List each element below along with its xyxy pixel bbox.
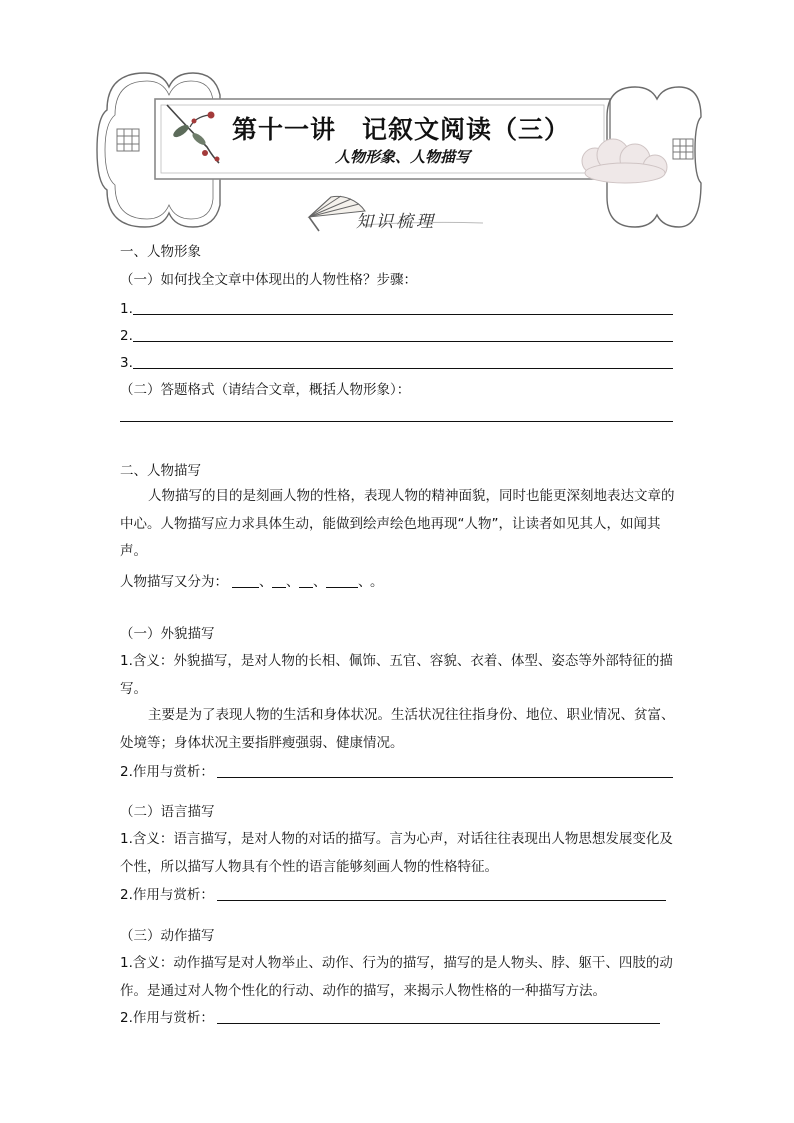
types-sep-3: 、	[313, 574, 327, 590]
part1-heading: 一、人物形象	[120, 244, 201, 260]
page-title: 第十一讲 记叙文阅读（三）	[232, 115, 571, 144]
types-sep-4: 、	[358, 574, 372, 590]
answer-format-line[interactable]	[120, 421, 673, 422]
answer-line-1[interactable]	[133, 314, 673, 315]
types-sep-1: 、	[259, 574, 273, 590]
part1-question2: （二）答题格式（请结合文章，概括人物形象）：	[120, 382, 411, 398]
answer-line-2-label: 2.	[120, 328, 133, 344]
part2-heading: 二、人物描写	[120, 463, 201, 479]
lattice-window-right	[673, 139, 693, 159]
part1-question1: （一）如何找全文章中体现出的人物性格？步骤：	[120, 272, 417, 288]
appearance-effect-line[interactable]	[217, 777, 673, 778]
appearance-definition: 1.含义：外貌描写，是对人物的长相、佩饰、五官、容貌、衣着、体型、姿态等外部特征的描写。	[120, 653, 673, 697]
type-blank-3[interactable]	[299, 587, 313, 588]
part2-intro: 人物描写的目的是刻画人物的性格，表现人物的精神面貌，同时也能更深刻地表达文章的中心。人物描写应力求具体生动，能做到绘声绘色地再现“人物”，让读者如见其人，如闻其声。	[120, 488, 675, 559]
language-effect-line[interactable]	[217, 900, 666, 901]
type-blank-2[interactable]	[272, 587, 286, 588]
types-sep-2: 、	[286, 574, 300, 590]
appearance-note: 主要是为了表现人物的生活和身体状况。生活状况往往指身份、地位、职业情况、贫富、处境等；身体状况主要指胖瘦强弱、健康情况。	[120, 707, 675, 751]
appearance-effect-label: 2.作用与赏析：	[120, 764, 214, 780]
type-blank-4[interactable]	[326, 587, 358, 588]
language-definition: 1.含义：语言描写，是对人物的对话的描写。言为心声，对话往往表现出人物思想发展变化及个性，所以描写人物具有个性的语言能够刻画人物的性格特征。	[120, 831, 673, 875]
action-effect-label: 2.作用与赏析：	[120, 1010, 214, 1026]
type-blank-1[interactable]	[232, 587, 259, 588]
answer-line-3[interactable]	[133, 368, 673, 369]
section-tag: 知识梳理	[356, 212, 436, 232]
page-subtitle: 人物形象、人物描写	[335, 148, 471, 166]
appearance-heading: （一）外貌描写	[120, 626, 215, 642]
types-end: 。	[370, 574, 384, 590]
action-effect-line[interactable]	[217, 1023, 660, 1024]
answer-line-3-label: 3.	[120, 355, 133, 371]
types-label: 人物描写又分为：	[120, 574, 228, 590]
language-heading: （二）语言描写	[120, 804, 215, 820]
lattice-window-icon	[117, 129, 139, 151]
language-effect-label: 2.作用与赏析：	[120, 887, 214, 903]
answer-line-1-label: 1.	[120, 301, 133, 317]
action-definition: 1.含义：动作描写是对人物举止、动作、行为的描写，描写的是人物头、脖、躯干、四肢的动作。是通过对人物个性化的行动、动作的描写，来揭示人物性格的一种描写方法。	[120, 955, 673, 999]
action-heading: （三）动作描写	[120, 928, 215, 944]
answer-line-2[interactable]	[133, 341, 673, 342]
